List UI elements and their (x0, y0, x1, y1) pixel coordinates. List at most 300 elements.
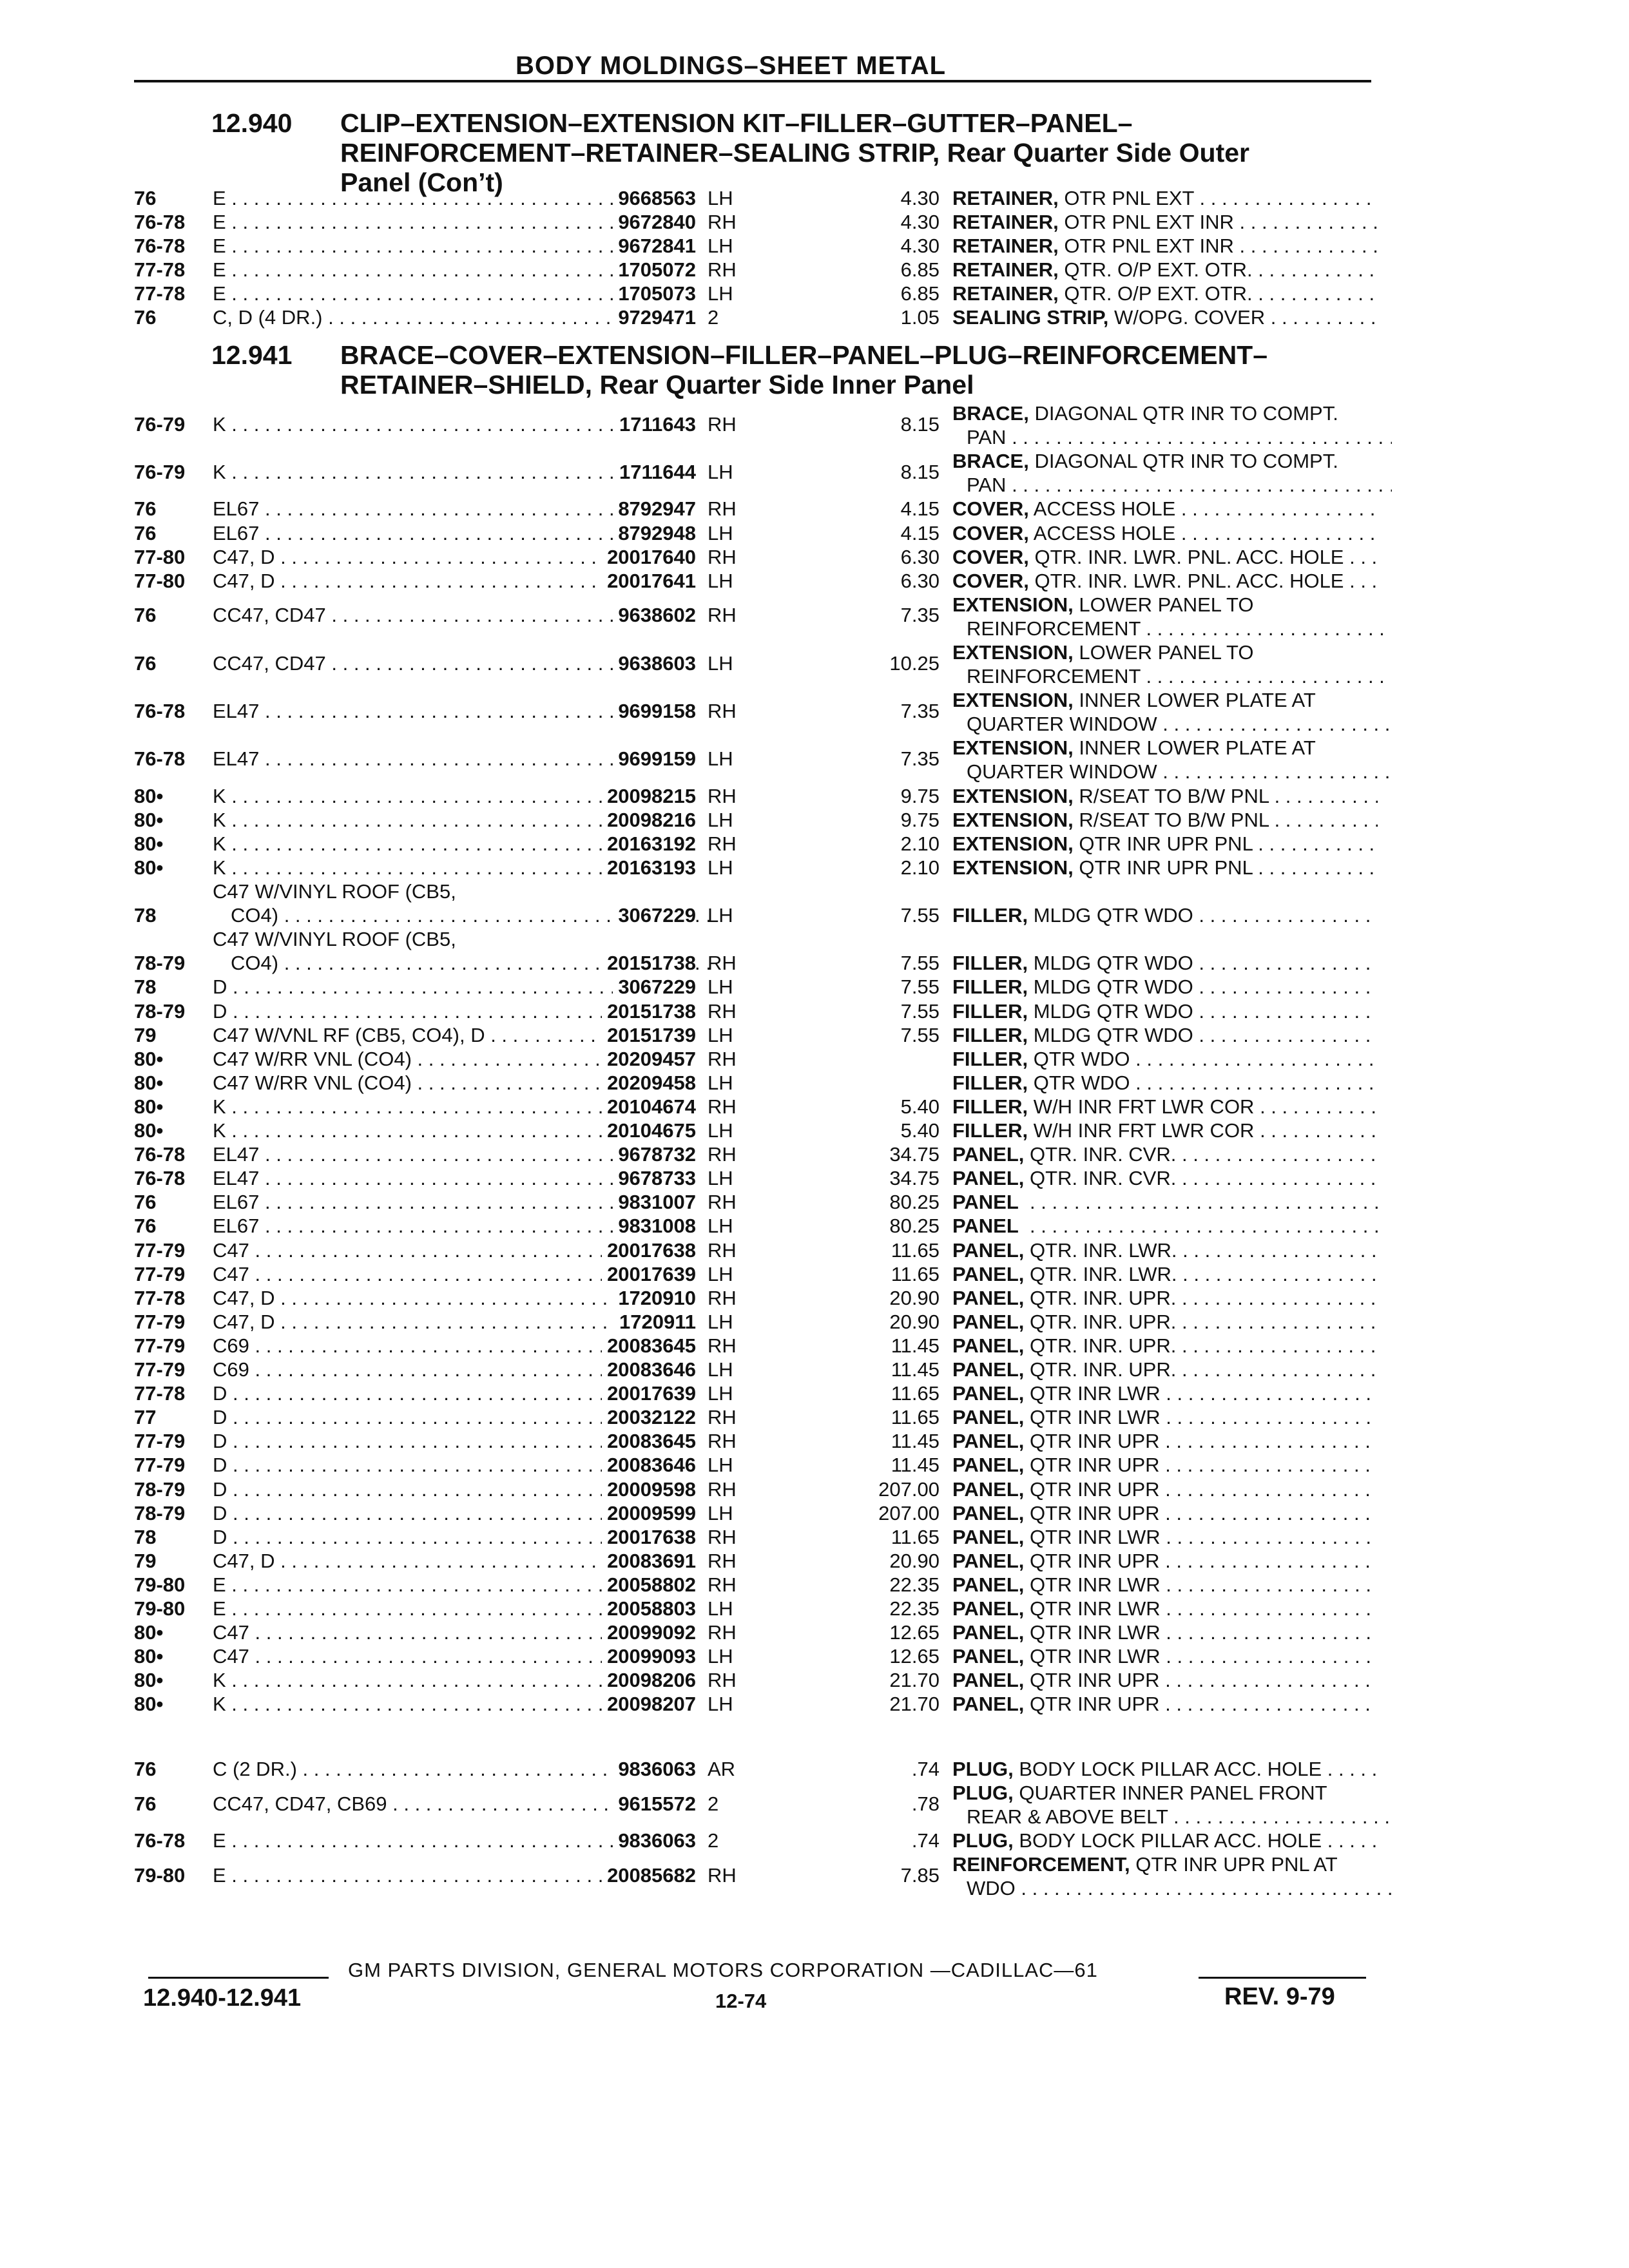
part-description-text: QTR INR LWR (1030, 1621, 1161, 1644)
side-code: LH (708, 747, 733, 771)
body-model: C69 . . . (213, 1358, 696, 1381)
part-description (952, 975, 1378, 999)
list-price: 5.40 (900, 1095, 940, 1118)
part-name: PANEL, (952, 1382, 1025, 1405)
side-code: 2 (708, 306, 719, 329)
part-number: 20058802 (602, 1573, 696, 1597)
side-code: RH (708, 1191, 737, 1214)
part-description-text: QTR INR LWR (1030, 1597, 1161, 1620)
part-description-text: R/SEAT TO B/W PNL (1079, 784, 1269, 807)
side-code: LH (708, 1262, 733, 1285)
table-row (134, 1239, 1378, 1263)
body-model: K . . . (213, 1693, 696, 1716)
part-name: PANEL, (952, 1477, 1025, 1501)
table-row (134, 809, 1378, 832)
heading-line: CLIP–EXTENSION–EXTENSION KIT–FILLER–GUTTER–PANEL– (340, 108, 1133, 138)
part-description (952, 1095, 1378, 1119)
side-code: LH (708, 282, 733, 305)
list-price: 6.30 (900, 545, 940, 568)
body-model: D . . . (213, 1526, 696, 1549)
body-model: C47 . . . (213, 1239, 696, 1262)
model-year: 76 (134, 497, 157, 521)
part-description-text: QTR INR UPR (1030, 1693, 1160, 1716)
side-code: LH (708, 460, 733, 483)
model-year: 80• (134, 856, 164, 879)
part-number: 1705073 (613, 282, 696, 305)
part-description-continued: REAR & ABOVE BELT . . . (967, 1805, 1392, 1829)
model-year: 80• (134, 1119, 164, 1142)
part-number: 20151738 (602, 1000, 696, 1023)
table-row (134, 306, 1378, 330)
part-description (952, 1215, 1378, 1238)
model-year: 76 (134, 306, 157, 329)
table-row (134, 402, 1378, 450)
part-description-text: QTR INR UPR PNL (1079, 832, 1253, 855)
part-number: 20017638 (602, 1239, 696, 1262)
part-description-text: ACCESS HOLE (1033, 497, 1176, 521)
part-description-text: QTR INR UPR PNL (1079, 856, 1253, 879)
body-model: K . . . (213, 785, 696, 808)
part-description-text: W/OPG. COVER (1113, 306, 1266, 329)
part-description (952, 832, 1378, 856)
part-description-text: MLDG QTR WDO (1033, 904, 1193, 927)
table-row (134, 689, 1378, 736)
part-description-text: QTR INR UPR (1030, 1669, 1160, 1692)
part-description (952, 522, 1378, 545)
part-description (952, 1072, 1378, 1095)
part-description (952, 593, 1378, 617)
part-number: 20163193 (602, 856, 696, 879)
part-name: BRACE, (952, 402, 1029, 425)
side-code: RH (708, 1621, 737, 1644)
side-code: LH (708, 1693, 733, 1716)
list-price: 6.30 (900, 569, 940, 592)
part-description (952, 570, 1378, 593)
part-description-text: QTR INR LWR (1030, 1645, 1161, 1668)
model-year: 77-80 (134, 545, 186, 568)
part-description-text: QTR INR UPR PNL AT (1135, 1853, 1338, 1876)
table-row (134, 1597, 1378, 1621)
list-price: 9.75 (900, 808, 940, 831)
body-model: CC47, CD47 . . . (213, 604, 696, 627)
header-rule (134, 80, 1371, 82)
table-row (134, 1215, 1378, 1238)
part-description-text: QTR INR LWR (1030, 1382, 1161, 1405)
part-description (952, 1693, 1378, 1716)
body-model: D . . . (213, 1382, 696, 1405)
side-code: 2 (708, 1829, 719, 1852)
side-code: RH (708, 497, 737, 521)
table-row (134, 1573, 1378, 1597)
part-name: PANEL (952, 1215, 1019, 1238)
body-model: E . . . (213, 1829, 696, 1852)
list-price: 21.70 (889, 1669, 940, 1692)
table-row (134, 785, 1378, 809)
body-model: EL67 . . . (213, 497, 696, 521)
list-price: 7.85 (900, 1863, 940, 1887)
list-price: 11.65 (891, 1406, 940, 1429)
part-number: 20017640 (602, 546, 696, 569)
side-code: RH (708, 1334, 737, 1357)
model-year: 76-78 (134, 211, 186, 233)
body-model: C, D (4 DR.) . . . (213, 306, 696, 329)
body-model: C47 . . . (213, 1621, 696, 1644)
part-name: PANEL, (952, 1406, 1025, 1429)
part-name: PANEL, (952, 1430, 1025, 1453)
part-name: FILLER, (952, 1119, 1028, 1142)
part-number: 20098215 (602, 785, 696, 808)
model-year: 77-78 (134, 282, 186, 305)
side-code: RH (708, 999, 737, 1023)
part-description (952, 1311, 1378, 1334)
table-row (134, 1334, 1378, 1358)
table-row (134, 1478, 1378, 1502)
part-description (952, 1478, 1378, 1501)
part-name: PANEL, (952, 1238, 1025, 1262)
part-description (952, 258, 1378, 282)
table-row (134, 1191, 1378, 1215)
side-code: LH (708, 1167, 733, 1190)
part-description-text: QTR WDO (1033, 1071, 1130, 1094)
part-description-continued: WDO . . . (967, 1877, 1392, 1900)
list-price: 80.25 (889, 1191, 940, 1214)
body-model: K . . . (213, 856, 696, 879)
part-name: RETAINER, (952, 258, 1059, 281)
part-description-continued: QUARTER WINDOW . . . (967, 713, 1392, 736)
part-name: PANEL, (952, 1334, 1025, 1357)
part-number: 20151738 (602, 952, 696, 975)
part-description (952, 1550, 1378, 1573)
part-number: 20104675 (602, 1119, 696, 1142)
part-description (952, 1287, 1378, 1310)
part-number: 20209457 (602, 1048, 696, 1071)
model-year: 76-79 (134, 460, 186, 483)
part-description-text: W/H INR FRT LWR COR (1033, 1119, 1255, 1142)
body-model: C47, D . . . (213, 570, 696, 593)
part-number: 9699158 (613, 700, 696, 723)
part-description-text: ACCESS HOLE (1033, 521, 1176, 544)
part-description (952, 235, 1378, 258)
part-description (952, 736, 1378, 760)
body-model: D . . . (213, 975, 696, 999)
part-description-text: QTR. INR. UPR. (1030, 1310, 1177, 1333)
list-price: 8.15 (900, 412, 940, 436)
side-code: LH (708, 856, 733, 879)
part-number: 1705072 (613, 258, 696, 282)
model-year: 78-79 (134, 1501, 186, 1524)
body-model: E . . . (213, 1573, 696, 1597)
table-row (134, 1454, 1378, 1477)
side-code: LH (708, 1382, 733, 1405)
body-model: E . . . (213, 235, 696, 258)
model-year: 77-78 (134, 258, 186, 281)
part-number: 9638602 (613, 604, 696, 627)
list-price: 6.85 (900, 282, 940, 305)
body-model: C47 W/RR VNL (CO4) . . . (213, 1072, 696, 1095)
part-name: EXTENSION, (952, 593, 1074, 616)
table-row (134, 282, 1378, 306)
model-year: 76-78 (134, 1143, 186, 1166)
model-year: 78-79 (134, 1477, 186, 1501)
table-row (134, 1119, 1378, 1143)
part-number: 1711643 (614, 413, 696, 436)
part-description (952, 1597, 1378, 1620)
part-description (952, 1829, 1378, 1852)
side-code: LH (708, 1071, 733, 1094)
list-price: .74 (911, 1829, 940, 1852)
part-name: PLUG, (952, 1829, 1014, 1852)
table-row (134, 1024, 1378, 1048)
part-description-text: R/SEAT TO B/W PNL (1079, 808, 1269, 831)
body-model: EL47 . . . (213, 1167, 696, 1190)
table-row (134, 211, 1378, 235)
section-number: 12.940 (211, 108, 293, 138)
part-description-text: QTR. INR. CVR. (1030, 1167, 1177, 1190)
part-description (952, 1358, 1378, 1381)
list-price: 207.00 (878, 1501, 940, 1524)
part-description-text: BODY LOCK PILLAR ACC. HOLE . . . (1019, 1758, 1355, 1780)
body-model: EL67 . . . (213, 1215, 696, 1238)
part-description (952, 689, 1378, 712)
table-row (134, 641, 1378, 689)
body-model: K . . . (213, 1095, 696, 1119)
part-name: FILLER, (952, 999, 1028, 1023)
part-description-text: QTR INR UPR (1030, 1454, 1160, 1477)
list-price: 11.45 (891, 1454, 940, 1477)
part-description (952, 1454, 1378, 1477)
part-description (952, 1334, 1378, 1358)
body-model: C47 W/VNL RF (CB5, CO4), D . . . . (213, 1024, 696, 1047)
part-name: REINFORCEMENT, (952, 1853, 1130, 1876)
part-number: 20099093 (602, 1645, 696, 1668)
body-model: E . . . (213, 187, 696, 210)
list-price: 4.15 (900, 497, 940, 521)
footer-corporation: GM PARTS DIVISION, GENERAL MOTORS CORPORATION —CADILLAC—61 (348, 1959, 1098, 1981)
part-number: 3067229 (613, 975, 696, 999)
list-price: 20.90 (889, 1310, 940, 1333)
part-description-text: QTR INR LWR (1030, 1406, 1161, 1429)
list-price: 7.55 (900, 952, 940, 975)
body-model: D . . . (213, 1406, 696, 1429)
part-name: PANEL, (952, 1286, 1025, 1309)
body-model: C47 . . . (213, 1645, 696, 1668)
part-number: 20017639 (602, 1263, 696, 1286)
model-year: 78 (134, 975, 157, 999)
side-code: LH (708, 1119, 733, 1142)
part-name: FILLER, (952, 975, 1028, 999)
side-code: 2 (708, 1792, 719, 1815)
side-code: LH (708, 651, 733, 675)
list-price: 2.10 (900, 856, 940, 879)
side-code: RH (708, 1669, 737, 1692)
table-row (134, 1693, 1378, 1716)
list-price: 20.90 (889, 1286, 940, 1309)
table-row (134, 497, 1378, 521)
model-year: 76 (134, 1191, 157, 1214)
part-name: PANEL, (952, 1693, 1025, 1716)
list-price: 22.35 (889, 1597, 940, 1620)
body-model: EL47 . . . (213, 1143, 696, 1166)
model-year: 79-80 (134, 1863, 186, 1887)
side-code: RH (708, 699, 737, 722)
table-row (134, 187, 1378, 211)
part-name: PANEL, (952, 1501, 1025, 1524)
list-price: 11.45 (891, 1430, 940, 1453)
model-year: 80• (134, 784, 164, 807)
part-description-text: BODY LOCK PILLAR ACC. HOLE . . . (1019, 1829, 1355, 1852)
part-description (952, 1143, 1378, 1166)
part-description-text: QUARTER INNER PANEL FRONT (1019, 1782, 1327, 1804)
part-number: 20009599 (602, 1502, 696, 1525)
part-description-text: LOWER PANEL TO (1079, 641, 1254, 664)
model-year: 77-79 (134, 1310, 186, 1333)
side-code: RH (708, 211, 737, 233)
side-code: RH (708, 545, 737, 568)
list-price: 5.40 (900, 1119, 940, 1142)
table-row (134, 1782, 1378, 1829)
footer-section-range: 12.940-12.941 (143, 1984, 302, 2012)
part-number: 20098207 (602, 1693, 696, 1716)
table-row (134, 1263, 1378, 1287)
model-year: 77-78 (134, 1382, 186, 1405)
model-year: 77-79 (134, 1454, 186, 1477)
footer-rule-left (148, 1977, 329, 1979)
body-model: C47 W/RR VNL (CO4) . . . (213, 1048, 696, 1071)
list-price: 34.75 (889, 1167, 940, 1190)
side-code: RH (708, 952, 737, 975)
part-number: 20083645 (602, 1430, 696, 1453)
table-row (134, 235, 1378, 258)
heading-line: Panel (Con’t) (340, 168, 503, 197)
part-description-text: OTR PNL EXT INR (1064, 235, 1234, 257)
table-row (134, 1550, 1378, 1573)
model-year: 79-80 (134, 1573, 186, 1596)
part-description-text: MLDG QTR WDO (1033, 1023, 1193, 1046)
model-year: 76-78 (134, 1829, 186, 1852)
model-year: 79-80 (134, 1597, 186, 1620)
table-row (134, 1406, 1378, 1430)
side-code: LH (708, 1023, 733, 1046)
part-number: 9672840 (613, 211, 696, 234)
body-model: D . . . (213, 1502, 696, 1525)
model-year: 76 (134, 1215, 157, 1238)
side-code: RH (708, 1525, 737, 1548)
model-year: 77-79 (134, 1262, 186, 1285)
part-description-continued: PAN . . . (967, 426, 1392, 449)
body-model: D . . . (213, 1478, 696, 1501)
part-description-text: MLDG QTR WDO (1033, 952, 1193, 975)
table-row (134, 1669, 1378, 1693)
body-model: C47, D . . . (213, 1311, 696, 1334)
list-price: 9.75 (900, 784, 940, 807)
table-row (134, 832, 1378, 856)
body-model: C47, D . . . (213, 1550, 696, 1573)
part-description (952, 1645, 1378, 1668)
model-year: 77 (134, 1406, 157, 1429)
section-number: 12.941 (211, 340, 293, 370)
side-code: RH (708, 1286, 737, 1309)
list-price: 7.55 (900, 904, 940, 927)
part-description (952, 187, 1378, 210)
part-description (952, 1526, 1378, 1549)
part-number: 20032122 (602, 1406, 696, 1429)
list-price: 4.15 (900, 521, 940, 544)
part-number: 20017638 (602, 1526, 696, 1549)
side-code: LH (708, 521, 733, 544)
part-number: 9615572 (613, 1792, 696, 1816)
part-number: 20017639 (602, 1382, 696, 1405)
part-name: PANEL, (952, 1143, 1025, 1166)
list-price: 12.65 (889, 1621, 940, 1644)
table-row (134, 1167, 1378, 1191)
model-year: 80• (134, 1645, 164, 1668)
part-description (952, 1669, 1378, 1692)
model-year: 80• (134, 1047, 164, 1070)
body-model: E . . . (213, 211, 696, 234)
part-name: FILLER, (952, 1023, 1028, 1046)
model-year: 76 (134, 1758, 157, 1780)
table-row (134, 258, 1378, 282)
part-name: PANEL, (952, 1549, 1025, 1572)
part-name: RETAINER, (952, 211, 1059, 233)
part-number: 20083646 (602, 1358, 696, 1381)
model-year: 78-79 (134, 999, 186, 1023)
side-code: RH (708, 258, 737, 281)
model-year: 79 (134, 1549, 157, 1572)
part-name: PANEL, (952, 1621, 1025, 1644)
side-code: LH (708, 808, 733, 831)
side-code: RH (708, 1573, 737, 1596)
part-description (952, 856, 1378, 879)
part-name: PLUG, (952, 1758, 1014, 1780)
heading-line: RETAINER–SHIELD, Rear Quarter Side Inner Panel (340, 370, 974, 399)
part-number: 3067229 (613, 904, 696, 927)
part-name: PLUG, (952, 1782, 1014, 1804)
part-description (952, 1167, 1378, 1190)
part-description (952, 952, 1378, 975)
table-row (134, 1358, 1378, 1382)
side-code: RH (708, 832, 737, 855)
part-description-text: QTR INR UPR (1030, 1477, 1160, 1501)
list-price: 20.90 (889, 1549, 940, 1572)
list-price: 12.65 (889, 1645, 940, 1668)
part-name: COVER, (952, 545, 1029, 568)
model-year: 76 (134, 604, 157, 627)
body-model-continued: CO4) . . . (231, 952, 714, 975)
list-price: 4.30 (900, 235, 940, 257)
body-model: E . . . (213, 1597, 696, 1620)
part-number: 1720911 (614, 1311, 696, 1334)
model-year: 77-80 (134, 569, 186, 592)
part-description-text: QTR. O/P EXT. OTR. (1064, 258, 1253, 281)
table-row (134, 1526, 1378, 1550)
part-name: PANEL, (952, 1167, 1025, 1190)
list-price: 10.25 (889, 651, 940, 675)
part-name: FILLER, (952, 1047, 1028, 1070)
section-heading (340, 340, 1384, 399)
part-name: EXTENSION, (952, 784, 1074, 807)
part-description (952, 1502, 1378, 1525)
part-name: EXTENSION, (952, 641, 1074, 664)
part-description-text: QTR. INR. LWR. (1030, 1238, 1177, 1262)
part-number: 9699159 (613, 747, 696, 771)
part-name: PANEL, (952, 1597, 1025, 1620)
part-name: PANEL (952, 1191, 1019, 1214)
part-number: 1720910 (613, 1287, 696, 1310)
side-code: RH (708, 1095, 737, 1118)
part-description-text: W/H INR FRT LWR COR (1033, 1095, 1255, 1118)
part-description (952, 1239, 1378, 1262)
